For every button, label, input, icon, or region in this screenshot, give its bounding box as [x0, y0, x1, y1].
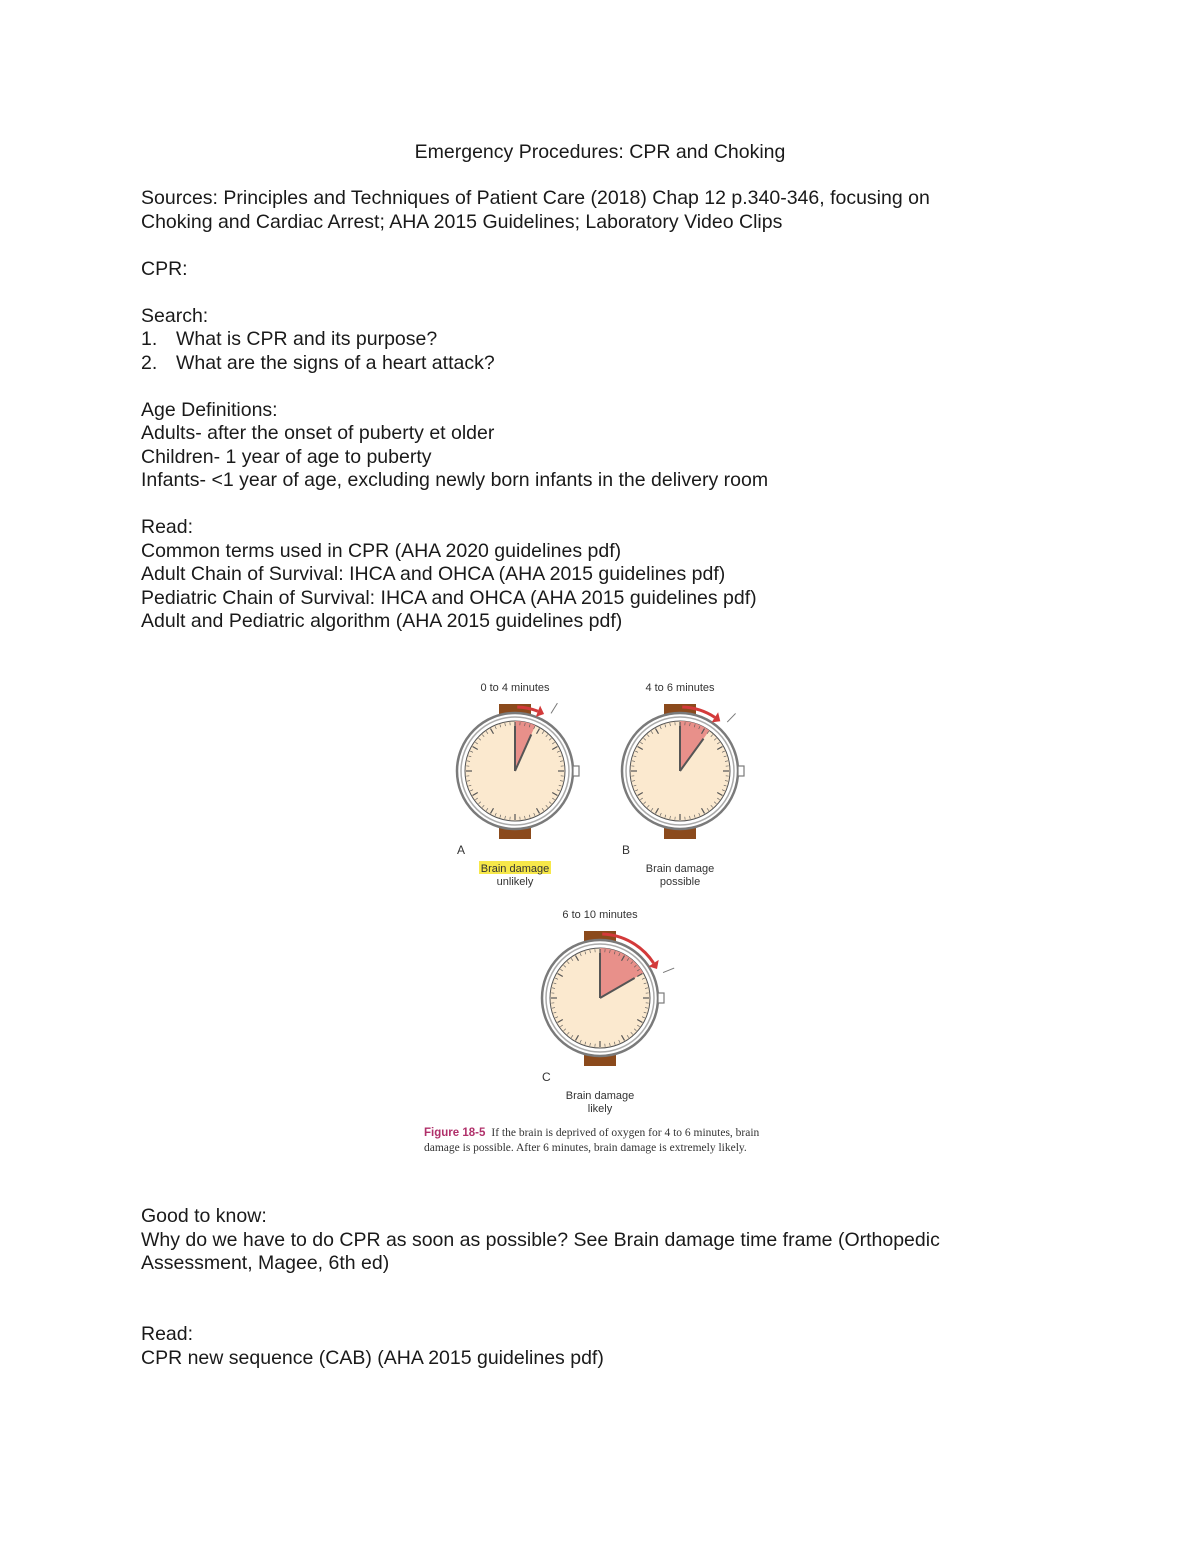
read-item: CPR new sequence (CAB) (AHA 2015 guidelines pdf): [141, 1346, 604, 1369]
read-item: Adult and Pediatric algorithm (AHA 2015 guidelines pdf): [141, 610, 623, 632]
good-to-know-heading: Good to know:: [141, 1205, 267, 1227]
read-heading: Read:: [141, 1323, 194, 1345]
sources-line-1: Sources: Principles and Techniques of Patient Care (2018) Chap 12 p.340-346, focusing on: [141, 187, 930, 209]
sources-line-2: Choking and Cardiac Arrest; AHA 2015 Guidelines; Laboratory Video Clips: [141, 210, 783, 233]
list-number: 1.: [141, 328, 158, 350]
cpr-heading: CPR:: [141, 257, 188, 280]
read-item: Pediatric Chain of Survival: IHCA and OHCA (AHA 2015 guidelines pdf): [141, 586, 757, 609]
watch-a-damage-line-1: Brain damage: [480, 863, 550, 875]
list-number: 2.: [141, 351, 158, 374]
list-item: [141, 328, 1061, 352]
watch-c-damage-line-2: likely: [587, 1103, 613, 1115]
read-item: Adult Chain of Survival: IHCA and OHCA (AHA 2015 guidelines pdf): [141, 563, 726, 585]
watch-a-damage-line-2: unlikely: [496, 876, 534, 888]
document-body-bottom: [141, 1323, 1061, 1370]
watch-c-time-label: 6 to 10 minutes: [562, 909, 638, 921]
watch-b-letter: B: [622, 843, 631, 857]
watch-a-time-label: 0 to 4 minutes: [480, 682, 550, 694]
watch-a-letter: A: [457, 843, 466, 857]
watch-crown: [573, 766, 579, 776]
list-item: [141, 352, 1061, 376]
watch-b-damage-line-1: Brain damage: [645, 863, 715, 875]
watch-b: [622, 682, 744, 888]
watch-b-damage-line-2: possible: [659, 876, 701, 888]
watch-c: [542, 909, 674, 1115]
watch-crown: [658, 993, 664, 1003]
marker-line: [663, 968, 674, 973]
watch-a: [457, 682, 579, 888]
read-heading: Read:: [141, 516, 194, 538]
page-title: Emergency Procedures: CPR and Choking: [414, 141, 786, 163]
caption-line-1: If the brain is deprived of oxygen for 4 to 6 minutes, brain: [491, 1127, 760, 1139]
figure-caption: [424, 1126, 804, 1156]
watch-b-time-label: 4 to 6 minutes: [645, 682, 715, 694]
good-to-know-line-2: Assessment, Magee, 6th ed): [141, 1252, 390, 1274]
figure-label: Figure 18-5: [424, 1127, 486, 1139]
marker-line: [551, 703, 557, 713]
watch-c-letter: C: [542, 1070, 551, 1084]
age-definition-infants: Infants- <1 year of age, excluding newly born infants in the delivery room: [141, 469, 769, 491]
caption-line-2: damage is possible. After 6 minutes, brain damage is extremely likely.: [424, 1142, 747, 1154]
document-body-middle: [141, 1205, 1061, 1276]
document-body-top: [141, 187, 1061, 634]
read-item: Common terms used in CPR (AHA 2020 guidelines pdf): [141, 539, 622, 562]
age-definitions-heading: Age Definitions:: [141, 398, 278, 421]
watch-crown: [738, 766, 744, 776]
marker-line: [727, 713, 735, 722]
brain-damage-figure: [420, 676, 790, 1166]
search-heading: Search:: [141, 304, 209, 327]
list-text: What are the signs of a heart attack?: [176, 351, 495, 374]
list-text: What is CPR and its purpose?: [176, 328, 438, 350]
good-to-know-line-1: Why do we have to do CPR as soon as possible? See Brain damage time frame (Orthopedic: [141, 1228, 940, 1251]
age-definition-children: Children- 1 year of age to puberty: [141, 445, 432, 468]
watch-c-damage-line-1: Brain damage: [565, 1090, 635, 1102]
age-definition-adults: Adults- after the onset of puberty et older: [141, 422, 495, 444]
